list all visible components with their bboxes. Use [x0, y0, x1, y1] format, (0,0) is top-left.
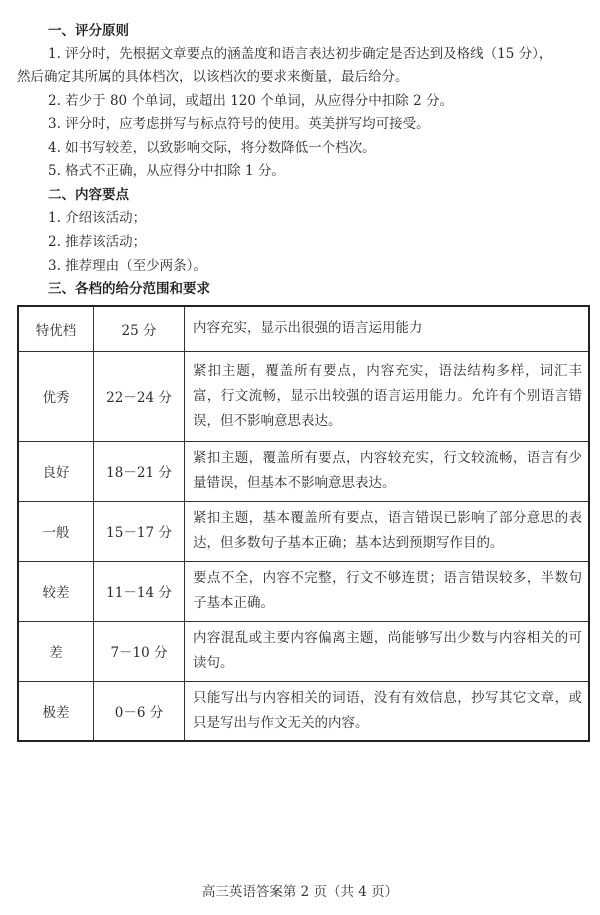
content-point-2: 2. 推荐该活动； — [48, 234, 147, 250]
score-range-cell: 25 分 — [94, 306, 185, 351]
table-row — [18, 351, 589, 441]
score-range-cell: 7－10 分 — [94, 621, 185, 681]
requirement-cell: 紧扣主题，覆盖所有要点，内容充实，语法结构多样，词汇丰富，行文流畅，显示出较强的语言运用能力。允许有个别语言错误，但不影响意思表达。 — [185, 351, 590, 441]
level-cell: 一般 — [18, 501, 94, 561]
level-cell: 差 — [18, 621, 94, 681]
score-range-cell: 0－6 分 — [94, 681, 185, 741]
principle-3: 3. 评分时，应考虑拼写与标点符号的使用。英美拼写均可接受。 — [48, 116, 430, 132]
requirement-cell: 内容充实，显示出很强的语言运用能力 — [185, 306, 590, 351]
principle-2: 2. 若少于 80 个单词，或超出 120 个单词，从应得分中扣除 2 分。 — [48, 93, 453, 109]
table-row — [18, 501, 589, 561]
table-row — [18, 441, 589, 501]
principle-5: 5. 格式不正确，从应得分中扣除 1 分。 — [48, 163, 285, 179]
level-cell: 优秀 — [18, 351, 94, 441]
page-footer: 高三英语答案第 2 页（共 4 页） — [201, 884, 399, 900]
section-heading-grading-principles: 一、评分原则 — [48, 23, 129, 39]
section-heading-score-ranges: 三、各档的给分范围和要求 — [48, 281, 210, 297]
table-row — [18, 681, 589, 741]
requirement-cell: 紧扣主题，覆盖所有要点，内容较充实，行文较流畅，语言有少量错误，但基本不影响意思表达。 — [185, 441, 590, 501]
grading-table — [17, 305, 590, 742]
requirement-cell: 只能写出与内容相关的词语，没有有效信息，抄写其它文章，或只是写出与作文无关的内容。 — [185, 681, 590, 741]
level-cell: 较差 — [18, 561, 94, 621]
requirement-cell: 要点不全，内容不完整，行文不够连贯；语言错误较多，半数句子基本正确。 — [185, 561, 590, 621]
principle-1-line-2: 然后确定其所属的具体档次，以该档次的要求来衡量，最后给分。 — [17, 69, 409, 85]
requirement-cell: 紧扣主题，基本覆盖所有要点，语言错误已影响了部分意思的表达，但多数句子基本正确；基本达到预期写作目的。 — [185, 501, 590, 561]
table-row — [18, 621, 589, 681]
principle-1-line-1: 1. 评分时，先根据文章要点的涵盖度和语言表达初步确定是否达到及格线（15 分）， — [48, 46, 553, 62]
score-range-cell: 15－17 分 — [94, 501, 185, 561]
principle-4: 4. 如书写较差，以致影响交际，将分数降低一个档次。 — [48, 140, 376, 156]
section-heading-content-points: 二、内容要点 — [48, 187, 129, 203]
table-row — [18, 306, 589, 351]
level-cell: 极差 — [18, 681, 94, 741]
score-range-cell: 18－21 分 — [94, 441, 185, 501]
level-cell: 特优档 — [18, 306, 94, 351]
content-point-3: 3. 推荐理由（至少两条）。 — [48, 258, 207, 274]
level-cell: 良好 — [18, 441, 94, 501]
requirement-cell: 内容混乱或主要内容偏离主题，尚能够写出少数与内容相关的可读句。 — [185, 621, 590, 681]
score-range-cell: 22－24 分 — [94, 351, 185, 441]
score-range-cell: 11－14 分 — [94, 561, 185, 621]
table-row — [18, 561, 589, 621]
content-point-1: 1. 介绍该活动； — [48, 210, 147, 226]
